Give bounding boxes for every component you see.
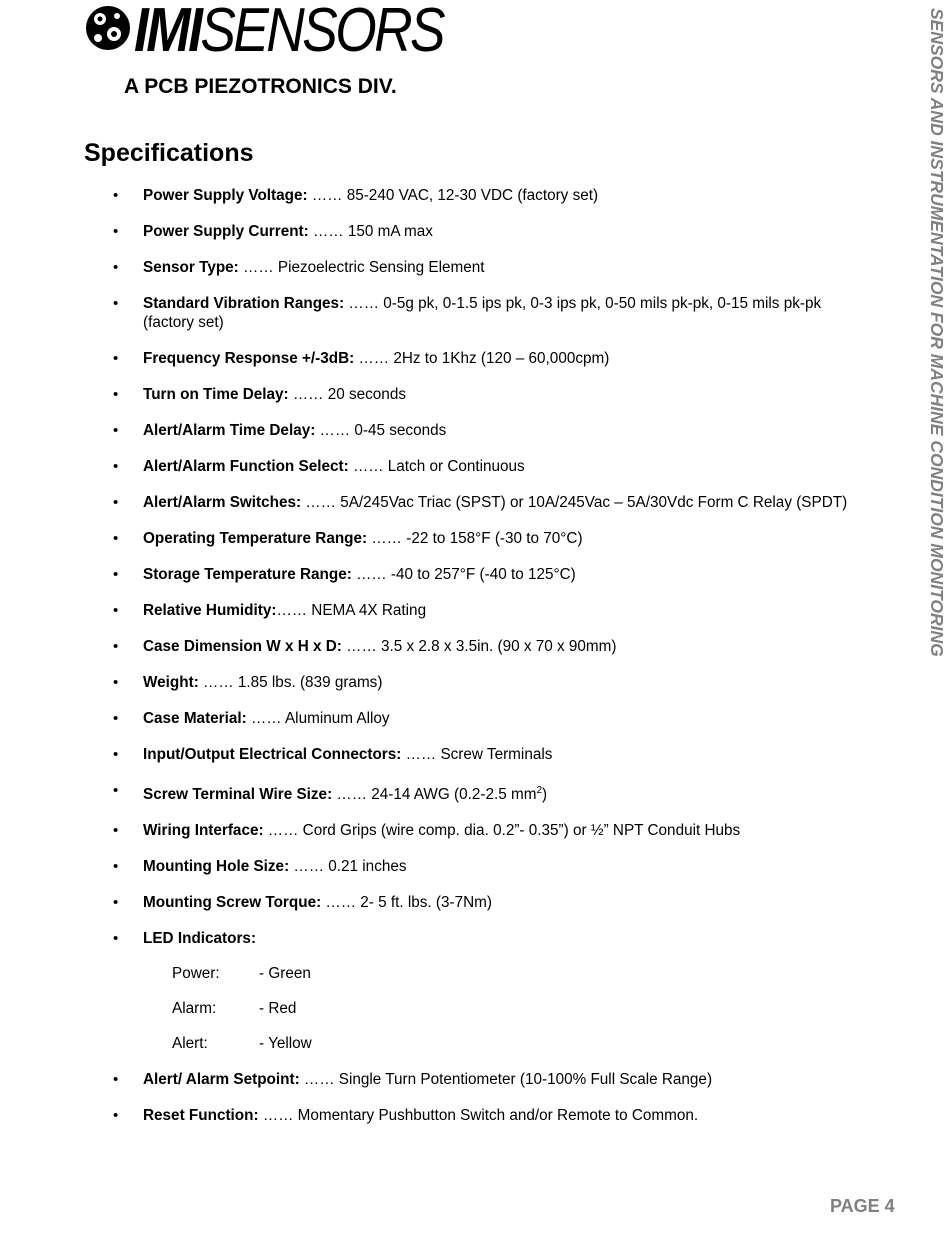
bullet-icon: •: [113, 782, 119, 799]
spec-item-wiring-interface: [0, 821, 900, 840]
spec-value: …… 5A/245Vac Triac (SPST) or 10A/245Vac – 5A/30Vdc Form C Relay (SPDT): [301, 494, 848, 511]
spec-label: Frequency Response +/-3dB:: [143, 350, 355, 367]
spec-value: …… -40 to 257°F (-40 to 125°C): [351, 566, 576, 583]
led-name: Alarm:: [172, 1000, 217, 1018]
logo-tagline: A PCB PIEZOTRONICS DIV.: [124, 75, 397, 98]
bullet-icon: •: [113, 1071, 119, 1089]
spec-label: Operating Temperature Range:: [143, 530, 368, 547]
spec-item-operating-temp: [0, 529, 900, 548]
spec-item-storage-temp: [0, 565, 900, 584]
side-banner: SENSORS AND INSTRUMENTATION FOR MACHINE CONDITION MONITORING: [927, 8, 947, 657]
spec-value: …… 2- 5 ft. lbs. (3-7Nm): [321, 894, 493, 912]
spec-label: Alert/Alarm Function Select:: [143, 458, 349, 475]
spec-label: Standard Vibration Ranges:: [143, 295, 345, 312]
bullet-icon: •: [113, 422, 119, 439]
spec-label: Power Supply Current:: [143, 223, 309, 240]
logo-word-imi: IMI: [134, 0, 201, 65]
led-row-alarm: [143, 999, 860, 1018]
page-title: Specifications: [84, 139, 254, 167]
spec-value: …… 0.21 inches: [289, 858, 407, 876]
bullet-icon: •: [113, 350, 119, 367]
bullet-icon: •: [113, 822, 119, 840]
spec-value: …… 150 mA max: [308, 223, 433, 240]
spec-value: …… NEMA 4X Rating: [276, 602, 427, 619]
spec-label: Input/Output Electrical Connectors:: [143, 746, 402, 763]
spec-item-power-current: [0, 222, 900, 241]
spec-item-alarm-time-delay: [0, 421, 900, 440]
spec-label: Case Dimension W x H x D:: [143, 638, 342, 655]
spec-value: …… 85-240 VAC, 12-30 VDC (factory set): [307, 187, 599, 204]
spec-item-mounting-torque: [0, 893, 900, 912]
gear-logo-icon: [84, 4, 134, 54]
logo-wordmark: [134, 0, 443, 66]
bullet-icon: •: [113, 494, 119, 511]
spec-label: Screw Terminal Wire Size:: [143, 786, 333, 804]
bullet-icon: •: [113, 259, 119, 276]
spec-item-power-voltage: [0, 186, 900, 205]
bullet-icon: •: [113, 930, 119, 948]
spec-item-io-connectors: [0, 745, 900, 764]
spec-item-reset-function: [0, 1106, 900, 1125]
spec-label: Case Material:: [143, 710, 247, 727]
spec-value: …… Piezoelectric Sensing Element: [238, 259, 485, 276]
spec-label: Storage Temperature Range:: [143, 566, 352, 583]
led-color: - Green: [259, 965, 311, 983]
bullet-icon: •: [113, 674, 119, 691]
spec-label: Alert/ Alarm Setpoint:: [143, 1071, 300, 1089]
spec-label: Wiring Interface:: [143, 822, 264, 840]
led-row-power: [143, 964, 860, 983]
spec-item-led-indicators: [0, 929, 900, 1053]
spec-value: …… Aluminum Alloy: [246, 710, 390, 727]
bullet-icon: •: [113, 894, 119, 912]
spec-label: Alert/Alarm Switches:: [143, 494, 302, 511]
bullet-icon: •: [113, 746, 119, 763]
spec-value: …… 3.5 x 2.8 x 3.5in. (90 x 70 x 90mm): [341, 638, 617, 655]
spec-item-alarm-switches: [0, 493, 900, 512]
spec-item-alarm-function-select: [0, 457, 900, 476]
spec-item-case-material: [0, 709, 900, 728]
spec-label: Sensor Type:: [143, 259, 239, 276]
led-color: - Red: [259, 1000, 297, 1018]
bullet-icon: •: [113, 458, 119, 475]
bullet-icon: •: [113, 187, 119, 204]
spec-item-sensor-type: [0, 258, 900, 277]
bullet-icon: •: [113, 295, 119, 312]
led-indicator-list: [143, 964, 860, 1053]
spec-value-tail: ): [542, 786, 548, 804]
spec-item-case-dimension: [0, 637, 900, 656]
spec-value: …… Screw Terminals: [401, 746, 553, 763]
spec-item-wire-size: [0, 781, 900, 804]
bullet-icon: •: [113, 530, 119, 547]
bullet-icon: •: [113, 710, 119, 727]
spec-item-alarm-setpoint: [0, 1070, 900, 1089]
company-logo: [84, 2, 464, 102]
spec-item-relative-humidity: [0, 601, 900, 620]
led-name: Power:: [172, 965, 220, 983]
led-color: - Yellow: [259, 1035, 312, 1053]
spec-label: Mounting Hole Size:: [143, 858, 290, 876]
page-number: PAGE 4: [830, 1196, 895, 1216]
spec-value: …… 0-45 seconds: [315, 422, 447, 439]
bullet-icon: •: [113, 1107, 119, 1125]
spec-value: …… Single Turn Potentiometer (10-100% Full Scale Range): [299, 1071, 713, 1089]
spec-label: Power Supply Voltage:: [143, 187, 308, 204]
led-row-alert: [143, 1034, 860, 1053]
bullet-icon: •: [113, 858, 119, 876]
spec-value: …… 24-14 AWG (0.2-2.5 mm: [332, 786, 537, 804]
spec-value: …… 2Hz to 1Khz (120 – 60,000cpm): [354, 350, 610, 367]
bullet-icon: •: [113, 223, 119, 240]
spec-label: Alert/Alarm Time Delay:: [143, 422, 316, 439]
spec-label: Reset Function:: [143, 1107, 259, 1125]
spec-item-weight: [0, 673, 900, 692]
spec-label: Weight:: [143, 674, 199, 691]
spec-item-frequency-response: [0, 349, 900, 368]
bullet-icon: •: [113, 386, 119, 403]
spec-value: …… Momentary Pushbutton Switch and/or Remote to Common.: [258, 1107, 699, 1125]
spec-item-vibration-ranges: [0, 294, 900, 332]
spec-value: …… -22 to 158°F (-30 to 70°C): [367, 530, 583, 547]
spec-value: …… Cord Grips (wire comp. dia. 0.2”- 0.35”) or ½” NPT Conduit Hubs: [263, 822, 741, 840]
bullet-icon: •: [113, 602, 119, 619]
spec-value-superscript: 2: [536, 785, 543, 796]
spec-value: …… 20 seconds: [288, 386, 406, 403]
spec-value: …… 0-5g pk, 0-1.5 ips pk, 0-3 ips pk, 0-50 mils pk-pk, 0-15 mils pk-pk (factory set): [143, 295, 822, 331]
bullet-icon: •: [113, 566, 119, 583]
led-name: Alert:: [172, 1035, 208, 1053]
spec-label: Relative Humidity:: [143, 602, 277, 619]
spec-item-mounting-hole: [0, 857, 900, 876]
spec-value: …… Latch or Continuous: [348, 458, 525, 475]
spec-value: …… 1.85 lbs. (839 grams): [198, 674, 383, 691]
logo-word-sensors: SENSORS: [200, 0, 444, 65]
spec-label: Turn on Time Delay:: [143, 386, 289, 403]
spec-item-turn-on-delay: [0, 385, 900, 404]
spec-label: Mounting Screw Torque:: [143, 894, 322, 912]
spec-list: [0, 186, 900, 1142]
spec-label: LED Indicators:: [143, 930, 257, 948]
bullet-icon: •: [113, 638, 119, 655]
